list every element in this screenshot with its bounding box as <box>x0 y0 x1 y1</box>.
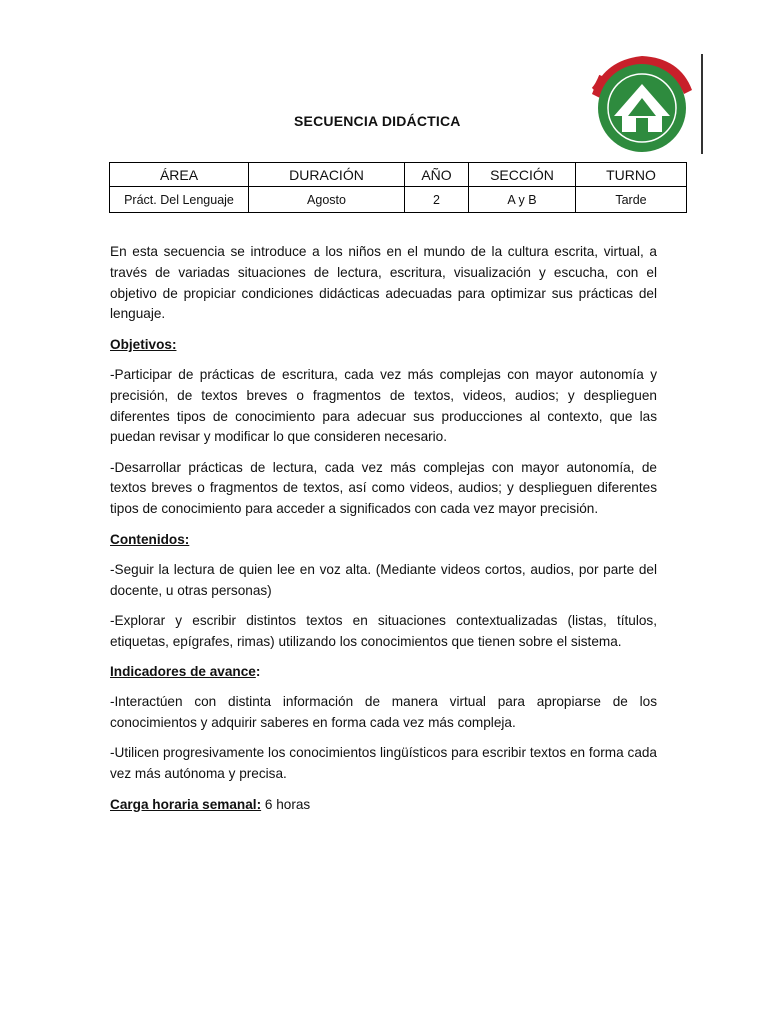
carga-horaria-value: 6 horas <box>261 796 311 812</box>
objetivos-heading: Objetivos: <box>110 336 177 352</box>
document-body <box>110 242 657 825</box>
header-anio: AÑO <box>405 163 469 187</box>
indicador-item: -Utilicen progresivamente los conocimientos lingüísticos para escribir textos en forma cada vez más autónoma y precisa. <box>110 745 657 782</box>
table-header-row <box>110 163 687 187</box>
contenido-item: -Seguir la lectura de quien lee en voz alta. (Mediante videos cortos, audios, por parte del docente, u otras personas) <box>110 561 657 598</box>
cell-turno: Tarde <box>576 187 687 213</box>
school-logo <box>584 46 696 162</box>
objetivo-item: -Desarrollar prácticas de lectura, cada vez más complejas con mayor autonomía, de textos breves o fragmentos de textos, así como videos, audios; y desplieguen diferentes tipos de conocimiento para acceder a significados con cada vez mayor precisión. <box>110 459 657 517</box>
cell-duracion: Agosto <box>249 187 405 213</box>
header-turno: TURNO <box>576 163 687 187</box>
cell-area: Práct. Del Lenguaje <box>110 187 249 213</box>
intro-paragraph: En esta secuencia se introduce a los niños en el mundo de la cultura escrita, virtual, a través de variadas situaciones de lectura, escritura, visualización y escucha, con el objetivo de propiciar condiciones didácticas adecuadas para optimizar sus prácticas del lenguaje. <box>110 244 657 322</box>
indicadores-heading: Indicadores de avance <box>110 664 256 680</box>
header-area: ÁREA <box>110 163 249 187</box>
table-row <box>110 187 687 213</box>
indicador-item: -Interactúen con distinta información de manera virtual para apropiarse de los conocimientos y adquirir saberes en forma cada vez más compleja. <box>110 694 657 731</box>
info-table <box>109 162 687 213</box>
document-title: SECUENCIA DIDÁCTICA <box>294 113 461 129</box>
contenido-item: -Explorar y escribir distintos textos en situaciones contextualizadas (listas, títulos, etiquetas, epígrafes, rimas) utilizando los conocimientos que tienen sobre el sistema. <box>110 612 657 649</box>
indicadores-colon: : <box>255 664 261 680</box>
carga-horaria-label: Carga horaria semanal: <box>110 796 262 812</box>
header-seccion: SECCIÓN <box>469 163 576 187</box>
objetivo-item: -Participar de prácticas de escritura, cada vez más complejas con mayor autonomía y precisión, de textos breves o fragmentos de textos, videos, audios; y desplieguen diferentes tipos de conocimiento para adecuar sus producciones al contexto, que las puedan revisar y modificar lo que consideren necesario. <box>110 366 657 445</box>
indicadores-heading-line <box>110 662 657 683</box>
cell-seccion: A y B <box>469 187 576 213</box>
header-duracion: DURACIÓN <box>249 163 405 187</box>
carga-horaria-line <box>110 795 657 816</box>
cell-anio: 2 <box>405 187 469 213</box>
contenidos-heading: Contenidos: <box>110 531 190 547</box>
page-edge-line <box>701 54 703 154</box>
